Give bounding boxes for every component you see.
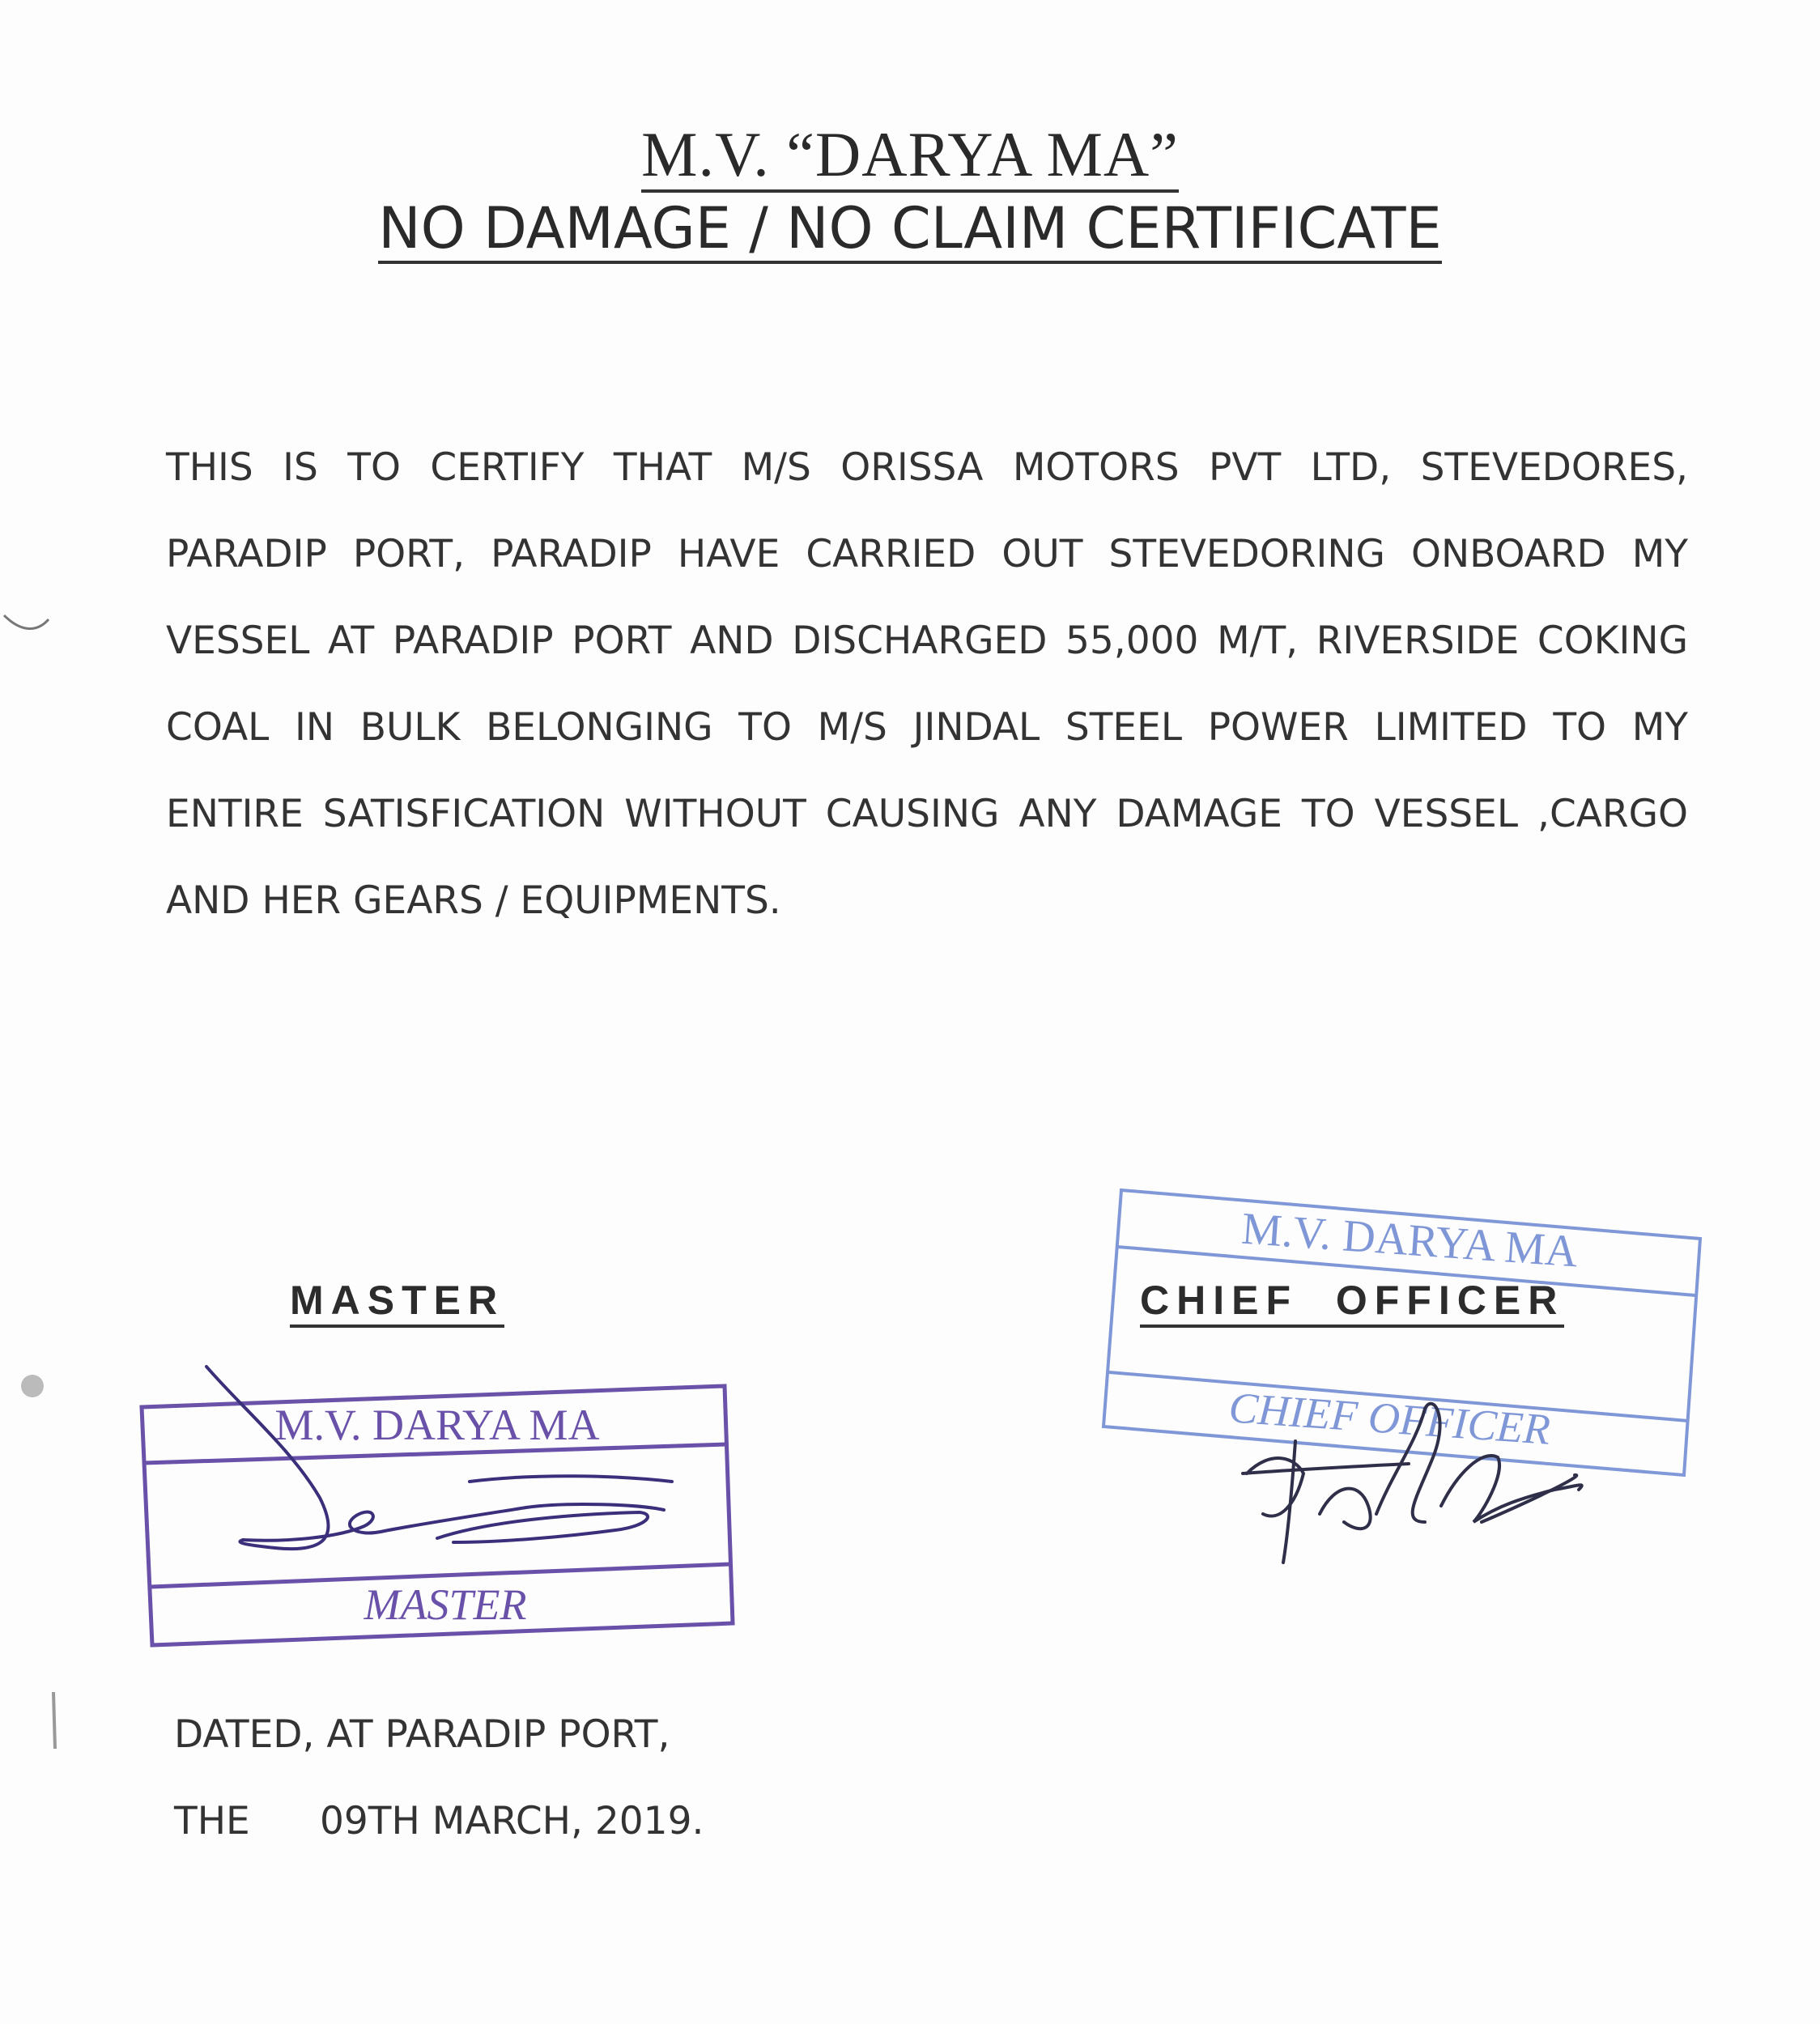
master-stamp-vessel: M.V. DARYA MA (274, 1401, 600, 1449)
vessel-title-text: M.V. “DARYA MA” (641, 121, 1179, 193)
dated-place: DATED, AT PARADIP PORT, (174, 1712, 670, 1757)
date-prefix: THE (174, 1799, 250, 1843)
master-label: MASTER (290, 1278, 504, 1328)
body-line-5: ENTIRE SATISFICATION WITHOUT CAUSING ANY DAMAGE TO VESSEL ,CARGO (166, 792, 1688, 836)
chief-officer-label: CHIEF OFFICER (1140, 1278, 1564, 1328)
certificate-title-text: NO DAMAGE / NO CLAIM CERTIFICATE (378, 199, 1442, 264)
chief-stamp-vessel: M.V. DARYA MA (1240, 1203, 1580, 1278)
body-line-6: AND HER GEARS / EQUIPMENTS. (166, 878, 781, 923)
body-line-4: COAL IN BULK BELONGING TO M/S JINDAL STEEL POWER LIMITED TO MY (166, 705, 1688, 750)
master-stamp-role: MASTER (364, 1580, 527, 1629)
chief-stamp-role: CHIEF OFFICER (1227, 1383, 1552, 1454)
date-value: 09TH MARCH, 2019. (320, 1799, 704, 1843)
body-line-3: VESSEL AT PARADIP PORT AND DISCHARGED 55,000 M/T, RIVERSIDE COKING (166, 619, 1688, 663)
body-line-2: PARADIP PORT, PARADIP HAVE CARRIED OUT STEVEDORING ONBOARD MY (166, 532, 1688, 576)
body-line-1: THIS IS TO CERTIFY THAT M/S ORISSA MOTORS PVT LTD, STEVEDORES, (166, 445, 1688, 490)
